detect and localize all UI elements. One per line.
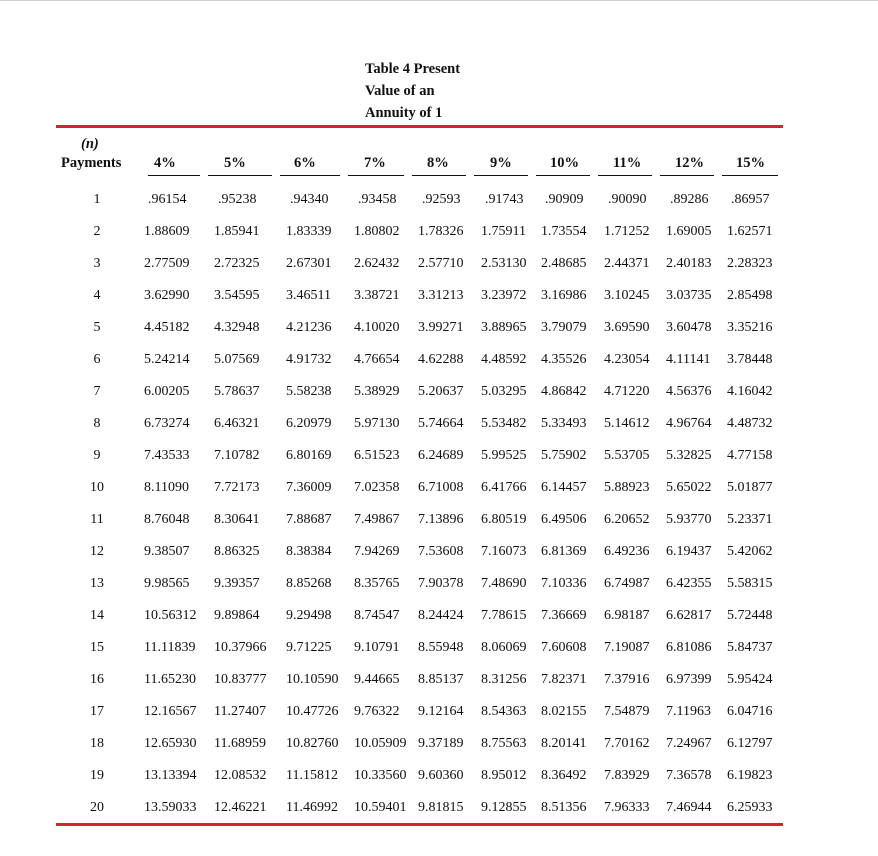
rate-header-label: 10% — [550, 155, 579, 171]
value-cell: 4.48592 — [481, 352, 527, 367]
payments-cell: 4 — [93, 288, 101, 303]
value-cell: 6.14457 — [541, 480, 587, 495]
payments-cell: 20 — [90, 800, 104, 815]
value-cell: 2.62432 — [354, 256, 400, 271]
value-cell: 9.89864 — [214, 608, 260, 623]
payments-cell: 11 — [90, 512, 104, 527]
value-cell: 3.78448 — [727, 352, 773, 367]
value-cell: 3.10245 — [604, 288, 650, 303]
value-cell: 7.54879 — [604, 704, 650, 719]
value-cell: 5.38929 — [354, 384, 400, 399]
value-cell: 10.33560 — [354, 768, 407, 783]
value-cell: 7.82371 — [541, 672, 587, 687]
value-cell: 7.10336 — [541, 576, 587, 591]
rate-header-label: 15% — [736, 155, 765, 171]
value-cell: 4.32948 — [214, 320, 260, 335]
value-cell: 6.49506 — [541, 512, 587, 527]
value-cell: 11.11839 — [144, 640, 196, 655]
value-cell: 5.23371 — [727, 512, 773, 527]
value-cell: 1.69005 — [666, 224, 712, 239]
value-cell: 5.32825 — [666, 448, 712, 463]
value-cell: 6.71008 — [418, 480, 464, 495]
value-cell: 12.46221 — [214, 800, 267, 815]
value-cell: 6.46321 — [214, 416, 260, 431]
rate-header-4pct — [148, 155, 200, 176]
rate-header-5pct — [208, 155, 272, 176]
value-cell: 3.35216 — [727, 320, 773, 335]
table-title — [365, 58, 460, 124]
value-cell: 10.82760 — [286, 736, 339, 751]
value-cell: 10.37966 — [214, 640, 267, 655]
value-cell: 12.65930 — [144, 736, 197, 751]
value-cell: 4.16042 — [727, 384, 773, 399]
value-cell: 7.36009 — [286, 480, 332, 495]
value-cell: 11.65230 — [144, 672, 196, 687]
value-cell: 9.81815 — [418, 800, 464, 815]
value-cell: 7.24967 — [666, 736, 712, 751]
value-cell: 6.80519 — [481, 512, 527, 527]
value-cell: .90090 — [608, 192, 647, 207]
value-cell: 7.36669 — [541, 608, 587, 623]
value-cell: 6.80169 — [286, 448, 332, 463]
value-cell: 4.71220 — [604, 384, 650, 399]
value-cell: .92593 — [422, 192, 461, 207]
value-cell: 1.75911 — [481, 224, 526, 239]
value-cell: 4.21236 — [286, 320, 332, 335]
value-cell: 5.84737 — [727, 640, 773, 655]
value-cell: 9.38507 — [144, 544, 190, 559]
value-cell: 10.47726 — [286, 704, 339, 719]
value-cell: 4.10020 — [354, 320, 400, 335]
value-cell: 7.19087 — [604, 640, 650, 655]
payments-cell: 18 — [90, 736, 104, 751]
value-cell: 11.27407 — [214, 704, 266, 719]
value-cell: 3.79079 — [541, 320, 587, 335]
value-cell: 10.10590 — [286, 672, 339, 687]
value-cell: 8.85137 — [418, 672, 464, 687]
value-cell: 7.96333 — [604, 800, 650, 815]
value-cell: 7.70162 — [604, 736, 650, 751]
value-cell: 8.20141 — [541, 736, 587, 751]
value-cell: 8.02155 — [541, 704, 587, 719]
value-cell: 12.16567 — [144, 704, 197, 719]
value-cell: 5.03295 — [481, 384, 527, 399]
value-cell: 4.35526 — [541, 352, 587, 367]
value-cell: 4.11141 — [666, 352, 711, 367]
payments-cell: 16 — [90, 672, 104, 687]
value-cell: 6.24689 — [418, 448, 464, 463]
page-top-divider — [0, 0, 878, 1]
value-cell: .91743 — [485, 192, 524, 207]
value-cell: 6.49236 — [604, 544, 650, 559]
value-cell: 1.80802 — [354, 224, 400, 239]
value-cell: 8.55948 — [418, 640, 464, 655]
value-cell: 5.75902 — [541, 448, 587, 463]
value-cell: .86957 — [731, 192, 770, 207]
value-cell: 1.83339 — [286, 224, 332, 239]
value-cell: 2.72325 — [214, 256, 260, 271]
value-cell: 6.20979 — [286, 416, 332, 431]
value-cell: 2.40183 — [666, 256, 712, 271]
value-cell: 4.48732 — [727, 416, 773, 431]
value-cell: 6.04716 — [727, 704, 773, 719]
value-cell: 6.42355 — [666, 576, 712, 591]
value-cell: 7.43533 — [144, 448, 190, 463]
value-cell: 2.53130 — [481, 256, 527, 271]
value-cell: 4.86842 — [541, 384, 587, 399]
rate-header-11pct — [598, 155, 652, 176]
payments-cell: 6 — [93, 352, 101, 367]
value-cell: 11.15812 — [286, 768, 338, 783]
value-cell: 9.37189 — [418, 736, 464, 751]
value-cell: 7.13896 — [418, 512, 464, 527]
rate-header-label: 12% — [675, 155, 704, 171]
rate-header-12pct — [660, 155, 714, 176]
value-cell: .95238 — [218, 192, 257, 207]
value-cell: .93458 — [358, 192, 397, 207]
value-cell: 3.23972 — [481, 288, 527, 303]
value-cell: 10.56312 — [144, 608, 197, 623]
value-cell: 9.10791 — [354, 640, 400, 655]
value-cell: 4.96764 — [666, 416, 712, 431]
value-cell: 12.08532 — [214, 768, 267, 783]
value-cell: 5.97130 — [354, 416, 400, 431]
value-cell: 6.73274 — [144, 416, 190, 431]
rate-header-8pct — [412, 155, 466, 176]
value-cell: 3.60478 — [666, 320, 712, 335]
value-cell: 3.69590 — [604, 320, 650, 335]
value-cell: 1.85941 — [214, 224, 260, 239]
value-cell: 6.62817 — [666, 608, 712, 623]
value-cell: 6.81086 — [666, 640, 712, 655]
table-top-rule — [56, 125, 783, 128]
value-cell: 7.53608 — [418, 544, 464, 559]
value-cell: 8.38384 — [286, 544, 332, 559]
value-cell: 8.31256 — [481, 672, 527, 687]
value-cell: 2.85498 — [727, 288, 773, 303]
value-cell: 6.00205 — [144, 384, 190, 399]
value-cell: .90909 — [545, 192, 584, 207]
value-cell: 5.33493 — [541, 416, 587, 431]
value-cell: 4.77158 — [727, 448, 773, 463]
value-cell: 7.49867 — [354, 512, 400, 527]
value-cell: 8.76048 — [144, 512, 190, 527]
value-cell: 7.02358 — [354, 480, 400, 495]
value-cell: 2.44371 — [604, 256, 650, 271]
payments-cell: 19 — [90, 768, 104, 783]
rate-header-9pct — [474, 155, 528, 176]
payments-cell: 7 — [93, 384, 101, 399]
value-cell: 5.14612 — [604, 416, 650, 431]
rate-header-label: 5% — [224, 155, 246, 171]
value-cell: 4.45182 — [144, 320, 190, 335]
value-cell: 9.60360 — [418, 768, 464, 783]
value-cell: 11.68959 — [214, 736, 266, 751]
payments-cell: 13 — [90, 576, 104, 591]
value-cell: .96154 — [148, 192, 187, 207]
value-cell: 10.59401 — [354, 800, 407, 815]
payments-cell: 2 — [93, 224, 101, 239]
value-cell: 7.48690 — [481, 576, 527, 591]
rate-header-label: 9% — [490, 155, 512, 171]
value-cell: 5.88923 — [604, 480, 650, 495]
value-cell: 3.46511 — [286, 288, 331, 303]
value-cell: 7.78615 — [481, 608, 527, 623]
value-cell: 3.62990 — [144, 288, 190, 303]
value-cell: 6.97399 — [666, 672, 712, 687]
value-cell: 1.62571 — [727, 224, 773, 239]
value-cell: 7.60608 — [541, 640, 587, 655]
value-cell: 4.23054 — [604, 352, 650, 367]
value-cell: 6.74987 — [604, 576, 650, 591]
value-cell: 6.20652 — [604, 512, 650, 527]
value-cell: 6.25933 — [727, 800, 773, 815]
payments-cell: 14 — [90, 608, 104, 623]
value-cell: 7.36578 — [666, 768, 712, 783]
value-cell: 6.98187 — [604, 608, 650, 623]
value-cell: 9.29498 — [286, 608, 332, 623]
rate-header-6pct — [280, 155, 340, 176]
value-cell: 1.78326 — [418, 224, 464, 239]
value-cell: 4.76654 — [354, 352, 400, 367]
value-cell: 3.16986 — [541, 288, 587, 303]
value-cell: 7.83929 — [604, 768, 650, 783]
value-cell: 2.77509 — [144, 256, 190, 271]
value-cell: 8.75563 — [481, 736, 527, 751]
value-cell: 5.01877 — [727, 480, 773, 495]
value-cell: 13.59033 — [144, 800, 197, 815]
value-cell: 5.24214 — [144, 352, 190, 367]
payments-cell: 15 — [90, 640, 104, 655]
value-cell: 5.42062 — [727, 544, 773, 559]
payments-cell: 17 — [90, 704, 104, 719]
value-cell: 5.93770 — [666, 512, 712, 527]
value-cell: 6.81369 — [541, 544, 587, 559]
title-line-1: Table 4 Present — [365, 61, 461, 77]
value-cell: 5.95424 — [727, 672, 773, 687]
value-cell: 5.65022 — [666, 480, 712, 495]
value-cell: 4.56376 — [666, 384, 712, 399]
value-cell: 7.72173 — [214, 480, 260, 495]
value-cell: 8.51356 — [541, 800, 587, 815]
value-cell: 8.36492 — [541, 768, 587, 783]
value-cell: 3.03735 — [666, 288, 712, 303]
value-cell: 6.41766 — [481, 480, 527, 495]
rate-header-label: 4% — [154, 155, 176, 171]
value-cell: 6.19823 — [727, 768, 773, 783]
value-cell: 9.12855 — [481, 800, 527, 815]
value-cell: 1.88609 — [144, 224, 190, 239]
value-cell: 3.54595 — [214, 288, 260, 303]
value-cell: 13.13394 — [144, 768, 197, 783]
value-cell: 9.44665 — [354, 672, 400, 687]
value-cell: 5.53705 — [604, 448, 650, 463]
value-cell: 3.88965 — [481, 320, 527, 335]
value-cell: 3.31213 — [418, 288, 464, 303]
payments-cell: 9 — [93, 448, 101, 463]
value-cell: 7.46944 — [666, 800, 712, 815]
payments-cell: 3 — [93, 256, 101, 271]
value-cell: 6.12797 — [727, 736, 773, 751]
value-cell: 5.58315 — [727, 576, 773, 591]
value-cell: 4.91732 — [286, 352, 332, 367]
value-cell: 8.74547 — [354, 608, 400, 623]
rate-header-7pct — [348, 155, 404, 176]
value-cell: 6.19437 — [666, 544, 712, 559]
rate-header-10pct — [536, 155, 590, 176]
rate-header-label: 11% — [613, 155, 642, 171]
value-cell: 9.39357 — [214, 576, 260, 591]
value-cell: 7.11963 — [666, 704, 711, 719]
rate-header-label: 8% — [427, 155, 449, 171]
value-cell: 11.46992 — [286, 800, 338, 815]
value-cell: 9.12164 — [418, 704, 464, 719]
value-cell: 6.51523 — [354, 448, 400, 463]
value-cell: 9.76322 — [354, 704, 400, 719]
value-cell: 9.71225 — [286, 640, 332, 655]
value-cell: 5.20637 — [418, 384, 464, 399]
table-bottom-rule — [56, 823, 783, 826]
value-cell: 3.99271 — [418, 320, 464, 335]
value-cell: 8.95012 — [481, 768, 527, 783]
payments-cell: 12 — [90, 544, 104, 559]
value-cell: 1.73554 — [541, 224, 587, 239]
value-cell: 4.62288 — [418, 352, 464, 367]
value-cell: 7.37916 — [604, 672, 650, 687]
value-cell: 5.74664 — [418, 416, 464, 431]
value-cell: 2.57710 — [418, 256, 464, 271]
value-cell: 1.71252 — [604, 224, 650, 239]
value-cell: 10.05909 — [354, 736, 407, 751]
value-cell: .89286 — [670, 192, 709, 207]
n-label: (n) — [81, 136, 99, 152]
value-cell: 5.58238 — [286, 384, 332, 399]
value-cell: 7.94269 — [354, 544, 400, 559]
payments-cell: 8 — [93, 416, 101, 431]
value-cell: 8.11090 — [144, 480, 189, 495]
payments-header: Payments — [61, 155, 122, 171]
value-cell: 3.38721 — [354, 288, 400, 303]
value-cell: 5.53482 — [481, 416, 527, 431]
value-cell: 5.78637 — [214, 384, 260, 399]
value-cell: 7.88687 — [286, 512, 332, 527]
value-cell: 8.35765 — [354, 576, 400, 591]
value-cell: 7.10782 — [214, 448, 260, 463]
rate-header-label: 6% — [294, 155, 316, 171]
value-cell: 5.72448 — [727, 608, 773, 623]
value-cell: 8.86325 — [214, 544, 260, 559]
value-cell: 7.90378 — [418, 576, 464, 591]
value-cell: 5.07569 — [214, 352, 260, 367]
payments-cell: 10 — [90, 480, 104, 495]
value-cell: 2.28323 — [727, 256, 773, 271]
value-cell: 8.30641 — [214, 512, 260, 527]
value-cell: 8.06069 — [481, 640, 527, 655]
value-cell: 2.48685 — [541, 256, 587, 271]
value-cell: 9.98565 — [144, 576, 190, 591]
rate-header-label: 7% — [364, 155, 386, 171]
payments-cell: 1 — [93, 192, 101, 207]
value-cell: .94340 — [290, 192, 329, 207]
value-cell: 2.67301 — [286, 256, 332, 271]
title-line-2: Value of an — [365, 83, 435, 99]
value-cell: 7.16073 — [481, 544, 527, 559]
value-cell: 5.99525 — [481, 448, 527, 463]
title-line-3: Annuity of 1 — [365, 105, 443, 121]
value-cell: 8.24424 — [418, 608, 464, 623]
value-cell: 8.85268 — [286, 576, 332, 591]
value-cell: 8.54363 — [481, 704, 527, 719]
payments-cell: 5 — [93, 320, 101, 335]
rate-header-15pct — [722, 155, 778, 176]
value-cell: 10.83777 — [214, 672, 267, 687]
